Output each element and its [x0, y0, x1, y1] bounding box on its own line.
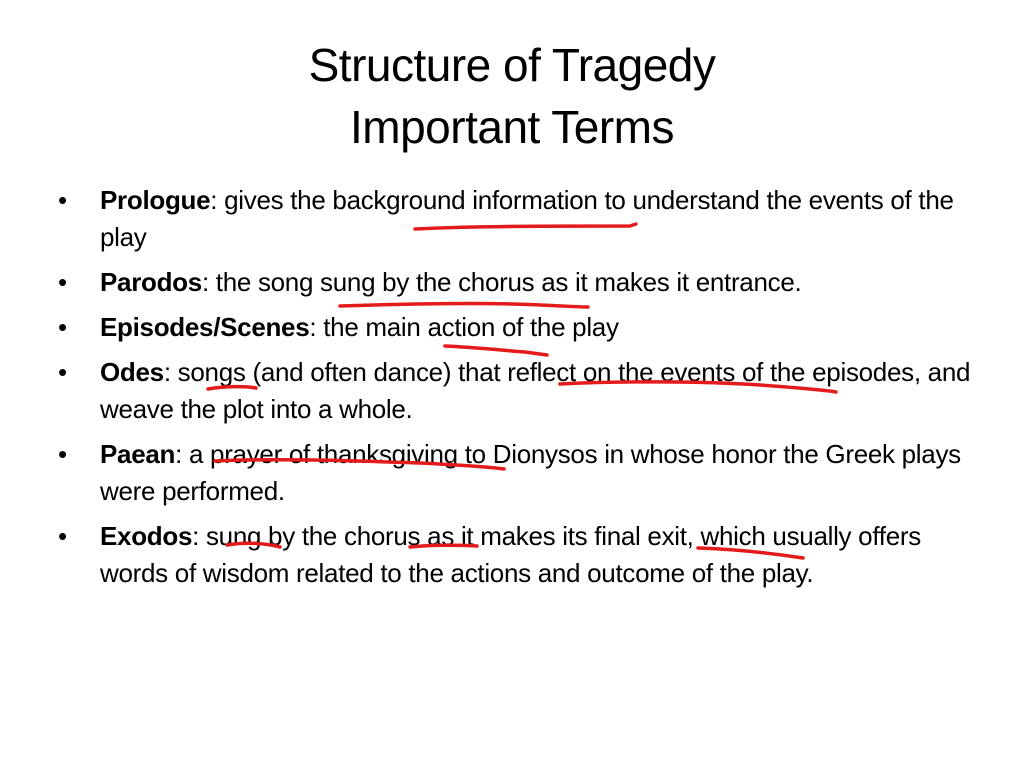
bullet-icon: •	[58, 521, 67, 551]
list-item-parodos	[58, 264, 978, 301]
list-item-odes	[58, 354, 978, 428]
terms-list	[58, 182, 978, 600]
slide-title	[0, 34, 1024, 158]
list-item-paean	[58, 436, 978, 510]
list-item-prologue	[58, 182, 978, 256]
title-line-1: Structure of Tragedy	[308, 39, 716, 91]
bullet-icon: •	[58, 312, 67, 342]
term-definition: : the main action of the play	[309, 312, 619, 342]
bullet-icon: •	[58, 267, 67, 297]
term-definition: : a prayer of thanksgiving to Dionysos in whose honor the Greek plays were performed.	[100, 439, 961, 506]
term-label: Exodos	[100, 521, 193, 551]
term-label: Paean	[100, 439, 176, 469]
list-item-exodos	[58, 518, 978, 592]
title-line-2: Important Terms	[350, 101, 674, 153]
term-label: Episodes/Scenes	[100, 312, 310, 342]
term-definition: : the song sung by the chorus as it makes it entrance.	[201, 267, 802, 297]
term-definition: : songs (and often dance) that reflect on the events of the episodes, and weave the plot into a whole.	[100, 357, 971, 424]
term-definition: : gives the background information to understand the events of the play	[100, 185, 954, 252]
term-label: Prologue	[100, 185, 211, 215]
term-label: Odes	[100, 357, 164, 387]
bullet-icon: •	[58, 357, 67, 387]
list-item-episodes	[58, 309, 978, 346]
bullet-icon: •	[58, 439, 67, 469]
term-definition: : sung by the chorus as it makes its final exit, which usually offers words of wisdom related to the actions and outcome of the play.	[100, 521, 921, 588]
bullet-icon: •	[58, 185, 67, 215]
term-label: Parodos	[100, 267, 202, 297]
